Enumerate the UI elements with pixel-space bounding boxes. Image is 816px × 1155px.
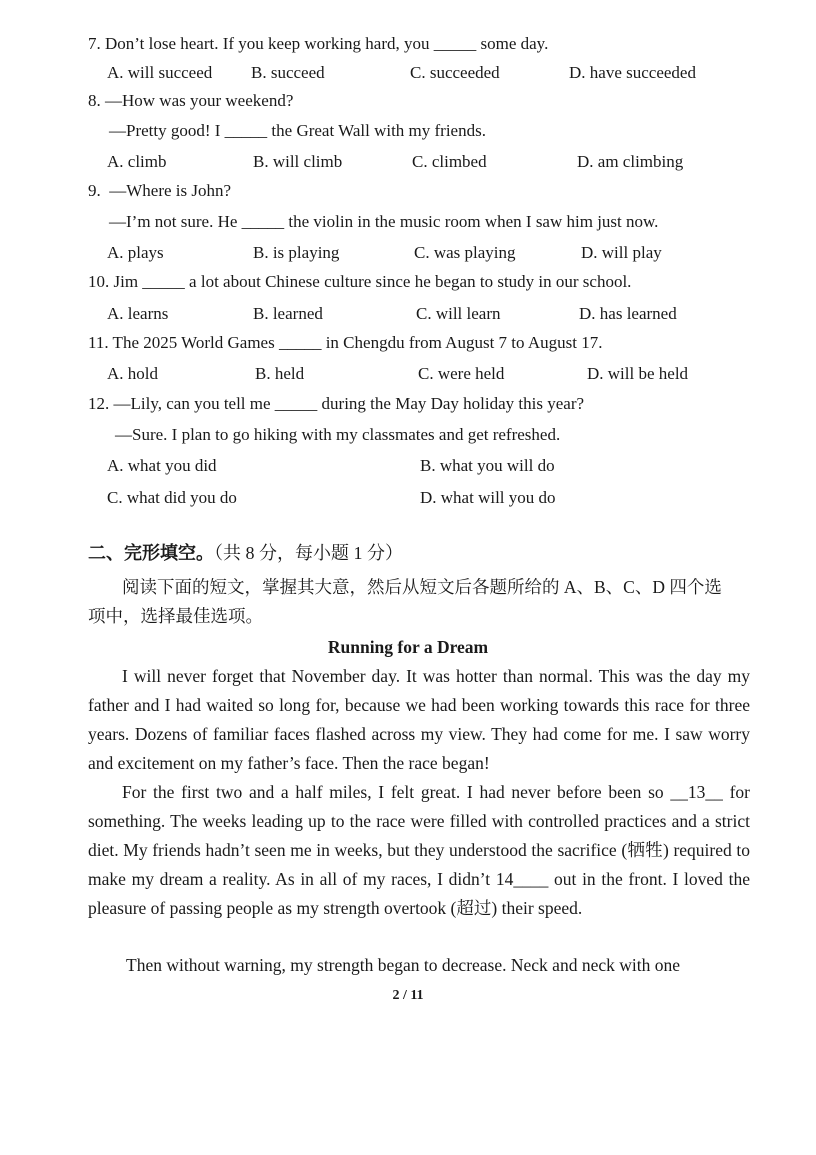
- question-12-option-a: A. what you did: [107, 456, 217, 475]
- question-9-option-a: A. plays: [107, 243, 164, 262]
- question-11-option-c: C. were held: [418, 364, 505, 383]
- question-11-option-a: A. hold: [107, 364, 158, 383]
- question-12-option-c: C. what did you do: [107, 488, 237, 507]
- question-8-response: —Pretty good! I _____ the Great Wall with my friends.: [109, 121, 486, 140]
- passage-title: Running for a Dream: [327, 637, 489, 657]
- question-9-stem: 9. —Where is John?: [88, 181, 232, 200]
- question-7-option-c: C. succeeded: [410, 63, 500, 82]
- question-7-option-a: A. will succeed: [107, 63, 213, 82]
- question-10-option-a: A. learns: [107, 304, 169, 323]
- question-12-option-d: D. what will you do: [420, 488, 556, 507]
- question-7-option-b: B. succeed: [251, 63, 325, 82]
- question-7-stem: 7. Don’t lose heart. If you keep working hard, you _____ some day.: [88, 34, 549, 53]
- section-score-note: （共 8 分，每小题 1 分）: [214, 543, 403, 563]
- question-9-option-b: B. is playing: [253, 243, 340, 262]
- question-8-option-b: B. will climb: [253, 152, 343, 171]
- question-7-option-d: D. have succeeded: [569, 63, 696, 82]
- question-12-stem: 12. —Lily, can you tell me _____ during the May Day holiday this year?: [88, 394, 585, 413]
- question-9-option-c: C. was playing: [414, 243, 516, 262]
- question-12-response: —Sure. I plan to go hiking with my classmates and get refreshed.: [115, 425, 561, 444]
- question-10-option-d: D. has learned: [579, 304, 677, 323]
- question-11-option-b: B. held: [255, 364, 305, 383]
- page-number: 2 / 11: [392, 988, 424, 1003]
- question-11-stem: 11. The 2025 World Games _____ in Chengdu from August 7 to August 17.: [88, 333, 603, 352]
- passage-paragraph-3: Then without warning, my strength began to decrease. Neck and neck with one: [126, 955, 680, 975]
- section-instruction: 阅读下面的短文，掌握其大意，然后从短文后各题所给的 A、B、C、D 四个选项中，选择最佳选项。: [88, 577, 722, 626]
- question-8-option-c: C. climbed: [412, 152, 487, 171]
- section-heading: [88, 541, 403, 565]
- question-8-stem: 8. —How was your weekend?: [88, 91, 294, 110]
- question-8-option-a: A. climb: [107, 152, 167, 171]
- question-12-option-b: B. what you will do: [420, 456, 555, 475]
- passage-paragraph-2: For the first two and a half miles, I felt great. I had never before been so __13__ for something. The weeks leading up to the race were filled with controlled practices and a strict diet. My friends hadn’t seen me in weeks, but they understood the sacrifice (牺牲) required to make my dream a reality. As in all of my races, I didn’t 14____ out in the front. I loved the pleasure of passing people as my strength overtook (超过) their speed.: [88, 782, 750, 918]
- question-9-response: —I’m not sure. He _____ the violin in the music room when I saw him just now.: [109, 212, 659, 231]
- section-title: 二、完形填空。: [88, 543, 214, 563]
- question-8-option-d: D. am climbing: [577, 152, 684, 171]
- question-10-option-c: C. will learn: [416, 304, 501, 323]
- question-11-option-d: D. will be held: [587, 364, 689, 383]
- question-9-option-d: D. will play: [581, 243, 662, 262]
- question-10-option-b: B. learned: [253, 304, 323, 323]
- question-10-stem: 10. Jim _____ a lot about Chinese culture since he began to study in our school.: [88, 272, 632, 291]
- passage-paragraph-1: I will never forget that November day. It was hotter than normal. This was the day my father and I had waited so long for, because we had been working towards this race for three years. Dozens of familiar faces flashed across my view. They had come for me. I saw worry and excitement on my father’s face. Then the race began!: [88, 666, 750, 773]
